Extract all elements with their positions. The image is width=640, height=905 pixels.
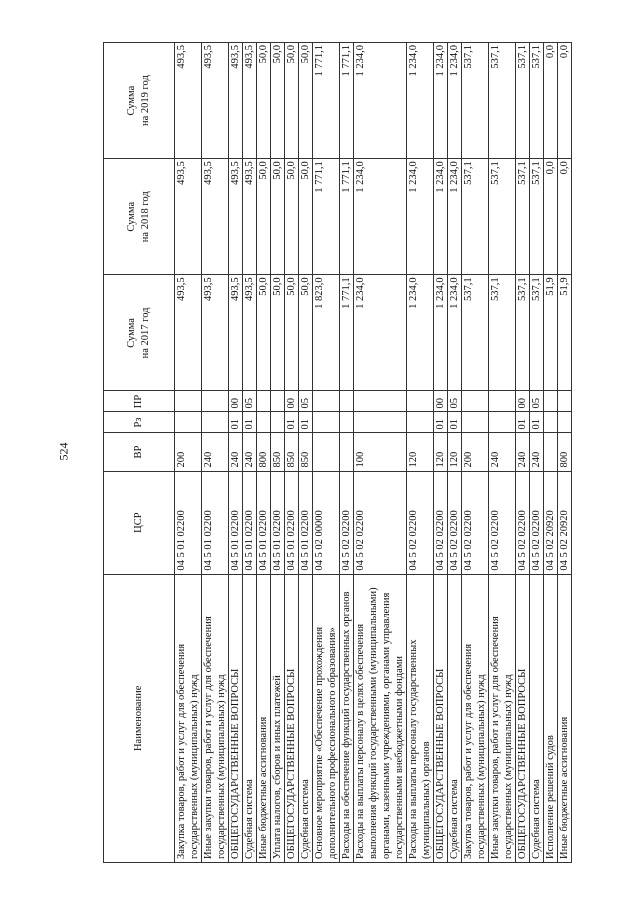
page-number: 524: [56, 442, 71, 461]
cell-name: ОБЩЕГОСУДАРСТВЕННЫЕ ВОПРОСЫ: [434, 574, 448, 862]
cell-sum-2018: 537,1: [462, 159, 489, 275]
cell-pr: 00: [516, 391, 530, 412]
cell-vr: 200: [462, 433, 489, 471]
cell-sum-2018: 0,0: [558, 159, 572, 275]
cell-csr: 04 5 01 02200: [175, 471, 202, 574]
cell-sum-2017: 1 234,0: [448, 275, 462, 391]
cell-rz: [462, 412, 489, 433]
cell-pr: 05: [530, 391, 544, 412]
cell-rz: 01: [516, 412, 530, 433]
cell-rz: [558, 412, 572, 433]
cell-name: Судебная система: [243, 574, 257, 862]
cell-rz: [407, 412, 434, 433]
cell-sum-2017: 537,1: [516, 275, 530, 391]
cell-name: Расходы на выплаты персоналу государственных (муниципальных) органов: [407, 574, 434, 862]
cell-sum-2018: 0,0: [544, 159, 558, 275]
cell-sum-2018: 493,5: [202, 159, 229, 275]
cell-vr: 850: [285, 433, 299, 471]
cell-vr: 240: [530, 433, 544, 471]
cell-rz: [202, 412, 229, 433]
cell-pr: [313, 391, 340, 412]
cell-rz: 01: [299, 412, 313, 433]
cell-rz: [313, 412, 340, 433]
table-row: [558, 43, 572, 863]
cell-sum-2017: 1 234,0: [354, 275, 407, 391]
header-sum-2018: Сумма на 2018 год: [104, 159, 175, 275]
cell-pr: [202, 391, 229, 412]
cell-csr: 04 5 02 00000: [313, 471, 340, 574]
cell-sum-2018: 1 234,0: [354, 159, 407, 275]
cell-vr: 120: [407, 433, 434, 471]
cell-vr: 200: [175, 433, 202, 471]
cell-name: Судебная система: [448, 574, 462, 862]
table-row: [462, 43, 489, 863]
cell-name: Судебная система: [299, 574, 313, 862]
cell-sum-2017: 493,5: [229, 275, 243, 391]
cell-csr: 04 5 02 02200: [407, 471, 434, 574]
cell-rz: [257, 412, 271, 433]
table-row: [243, 43, 257, 863]
cell-pr: [354, 391, 407, 412]
cell-pr: 05: [243, 391, 257, 412]
header-vr: ВР: [104, 433, 175, 471]
cell-csr: 04 5 01 02200: [202, 471, 229, 574]
cell-vr: [544, 433, 558, 471]
table-row: [299, 43, 313, 863]
cell-pr: 05: [448, 391, 462, 412]
cell-name: ОБЩЕГОСУДАРСТВЕННЫЕ ВОПРОСЫ: [229, 574, 243, 862]
cell-pr: [257, 391, 271, 412]
cell-sum-2017: 50,0: [271, 275, 285, 391]
cell-sum-2019: 1 771,1: [313, 43, 340, 159]
cell-sum-2019: 493,5: [202, 43, 229, 159]
cell-rz: 01: [243, 412, 257, 433]
cell-vr: [313, 433, 340, 471]
cell-sum-2017: 1 771,1: [340, 275, 354, 391]
cell-vr: 240: [516, 433, 530, 471]
cell-sum-2017: 50,0: [257, 275, 271, 391]
cell-sum-2018: 1 234,0: [407, 159, 434, 275]
cell-vr: 800: [257, 433, 271, 471]
cell-sum-2018: 537,1: [530, 159, 544, 275]
cell-vr: 120: [434, 433, 448, 471]
cell-pr: 05: [299, 391, 313, 412]
cell-name: Закупка товаров, работ и услуг для обеспечения государственных (муниципальных) нужд: [462, 574, 489, 862]
cell-rz: [271, 412, 285, 433]
cell-sum-2018: 50,0: [257, 159, 271, 275]
cell-name: Иные бюджетные ассигнования: [257, 574, 271, 862]
cell-sum-2018: 1 234,0: [448, 159, 462, 275]
table-row: [489, 43, 516, 863]
cell-name: ОБЩЕГОСУДАРСТВЕННЫЕ ВОПРОСЫ: [516, 574, 530, 862]
cell-name: Иные закупки товаров, работ и услуг для обеспечения государственных (муниципальных) нужд: [489, 574, 516, 862]
cell-rz: [489, 412, 516, 433]
cell-sum-2019: 493,5: [229, 43, 243, 159]
header-sum-2019: Сумма на 2019 год: [104, 43, 175, 159]
cell-vr: 120: [448, 433, 462, 471]
cell-rz: 01: [229, 412, 243, 433]
table-row: [448, 43, 462, 863]
cell-csr: 04 5 01 02200: [299, 471, 313, 574]
cell-sum-2019: 537,1: [462, 43, 489, 159]
cell-pr: [462, 391, 489, 412]
cell-rz: [354, 412, 407, 433]
cell-csr: 04 5 02 02200: [462, 471, 489, 574]
cell-name: Исполнение решений судов: [544, 574, 558, 862]
header-sum-2017: Сумма на 2017 год: [104, 275, 175, 391]
cell-name: ОБЩЕГОСУДАРСТВЕННЫЕ ВОПРОСЫ: [285, 574, 299, 862]
budget-table: [103, 42, 572, 863]
cell-sum-2018: 493,5: [175, 159, 202, 275]
cell-name: Расходы на обеспечение функций государственных органов: [340, 574, 354, 862]
table-row: [434, 43, 448, 863]
cell-rz: 01: [448, 412, 462, 433]
cell-sum-2017: 1 234,0: [434, 275, 448, 391]
cell-sum-2019: 537,1: [530, 43, 544, 159]
cell-rz: 01: [530, 412, 544, 433]
table-body: [175, 43, 572, 863]
table-row: [516, 43, 530, 863]
cell-vr: 240: [202, 433, 229, 471]
cell-sum-2017: 51,9: [558, 275, 572, 391]
cell-sum-2018: 50,0: [285, 159, 299, 275]
cell-pr: [175, 391, 202, 412]
cell-sum-2017: 51,9: [544, 275, 558, 391]
table-row: [354, 43, 407, 863]
cell-pr: [544, 391, 558, 412]
cell-csr: 04 5 01 02200: [257, 471, 271, 574]
cell-sum-2017: 537,1: [462, 275, 489, 391]
cell-csr: 04 5 02 02200: [340, 471, 354, 574]
cell-sum-2019: 50,0: [299, 43, 313, 159]
cell-sum-2018: 537,1: [516, 159, 530, 275]
cell-pr: 00: [434, 391, 448, 412]
cell-csr: 04 5 02 02200: [516, 471, 530, 574]
cell-sum-2019: 1 234,0: [354, 43, 407, 159]
cell-sum-2017: 537,1: [530, 275, 544, 391]
table-row: [407, 43, 434, 863]
cell-sum-2018: 50,0: [271, 159, 285, 275]
cell-csr: 04 5 02 20920: [544, 471, 558, 574]
cell-sum-2017: 493,5: [175, 275, 202, 391]
cell-sum-2017: 493,5: [243, 275, 257, 391]
header-csr: ЦСР: [104, 471, 175, 574]
cell-csr: 04 5 02 02200: [530, 471, 544, 574]
cell-vr: 240: [243, 433, 257, 471]
cell-csr: 04 5 02 02200: [489, 471, 516, 574]
cell-sum-2019: 537,1: [516, 43, 530, 159]
cell-sum-2019: 1 771,1: [340, 43, 354, 159]
cell-csr: 04 5 02 02200: [448, 471, 462, 574]
header-row: [104, 43, 175, 863]
cell-sum-2018: 1 771,1: [340, 159, 354, 275]
cell-sum-2018: 50,0: [299, 159, 313, 275]
table-row: [340, 43, 354, 863]
cell-sum-2018: 537,1: [489, 159, 516, 275]
cell-sum-2019: 493,5: [243, 43, 257, 159]
cell-vr: 800: [558, 433, 572, 471]
cell-sum-2018: 493,5: [229, 159, 243, 275]
cell-name: Иные бюджетные ассигнования: [558, 574, 572, 862]
cell-pr: [340, 391, 354, 412]
cell-pr: [489, 391, 516, 412]
table-row: [544, 43, 558, 863]
cell-name: Закупка товаров, работ и услуг для обеспечения государственных (муниципальных) нужд: [175, 574, 202, 862]
cell-sum-2019: 493,5: [175, 43, 202, 159]
cell-rz: 01: [434, 412, 448, 433]
cell-sum-2019: 1 234,0: [407, 43, 434, 159]
table-row: [271, 43, 285, 863]
cell-pr: 00: [229, 391, 243, 412]
cell-vr: 240: [229, 433, 243, 471]
cell-sum-2019: 50,0: [271, 43, 285, 159]
table-row: [175, 43, 202, 863]
table-row: [530, 43, 544, 863]
header-rz: Рз: [104, 412, 175, 433]
cell-name: Иные закупки товаров, работ и услуг для обеспечения государственных (муниципальных) нужд: [202, 574, 229, 862]
cell-rz: 01: [285, 412, 299, 433]
rotated-page: [103, 42, 583, 863]
cell-sum-2017: 50,0: [299, 275, 313, 391]
cell-vr: 850: [271, 433, 285, 471]
cell-pr: [558, 391, 572, 412]
table-container: [103, 42, 583, 863]
cell-csr: 04 5 01 02200: [285, 471, 299, 574]
cell-name: Судебная система: [530, 574, 544, 862]
cell-vr: [340, 433, 354, 471]
table-row: [313, 43, 340, 863]
table-row: [257, 43, 271, 863]
cell-csr: 04 5 01 02200: [243, 471, 257, 574]
cell-sum-2018: 493,5: [243, 159, 257, 275]
cell-csr: 04 5 01 02200: [229, 471, 243, 574]
cell-sum-2019: 0,0: [544, 43, 558, 159]
cell-csr: 04 5 02 02200: [434, 471, 448, 574]
cell-vr: 240: [489, 433, 516, 471]
cell-vr: 100: [354, 433, 407, 471]
cell-csr: 04 5 02 20920: [558, 471, 572, 574]
header-name: Наименование: [104, 574, 175, 862]
cell-sum-2017: 1 823,0: [313, 275, 340, 391]
cell-pr: [271, 391, 285, 412]
cell-sum-2017: 1 234,0: [407, 275, 434, 391]
cell-vr: 850: [299, 433, 313, 471]
table-row: [229, 43, 243, 863]
cell-sum-2019: 50,0: [257, 43, 271, 159]
cell-sum-2019: 1 234,0: [434, 43, 448, 159]
cell-sum-2019: 0,0: [558, 43, 572, 159]
table-row: [285, 43, 299, 863]
cell-sum-2018: 1 234,0: [434, 159, 448, 275]
cell-sum-2017: 50,0: [285, 275, 299, 391]
cell-pr: 00: [285, 391, 299, 412]
cell-rz: [544, 412, 558, 433]
cell-rz: [340, 412, 354, 433]
cell-name: Уплата налогов, сборов и иных платежей: [271, 574, 285, 862]
cell-sum-2019: 1 234,0: [448, 43, 462, 159]
cell-pr: [407, 391, 434, 412]
cell-name: Основное мероприятие «Обеспечение прохождения дополнительного профессионального образования»: [313, 574, 340, 862]
cell-csr: 04 5 02 02200: [354, 471, 407, 574]
cell-sum-2017: 537,1: [489, 275, 516, 391]
cell-rz: [175, 412, 202, 433]
cell-csr: 04 5 01 02200: [271, 471, 285, 574]
header-pr: ПР: [104, 391, 175, 412]
cell-sum-2019: 50,0: [285, 43, 299, 159]
cell-sum-2018: 1 771,1: [313, 159, 340, 275]
table-row: [202, 43, 229, 863]
cell-sum-2019: 537,1: [489, 43, 516, 159]
cell-sum-2017: 493,5: [202, 275, 229, 391]
cell-name: Расходы на выплаты персоналу в целях обеспечения выполнения функций государственными (муниципальными) органами, казенными учреждениями, органами управления государственными внебюджетными фондами: [354, 574, 407, 862]
